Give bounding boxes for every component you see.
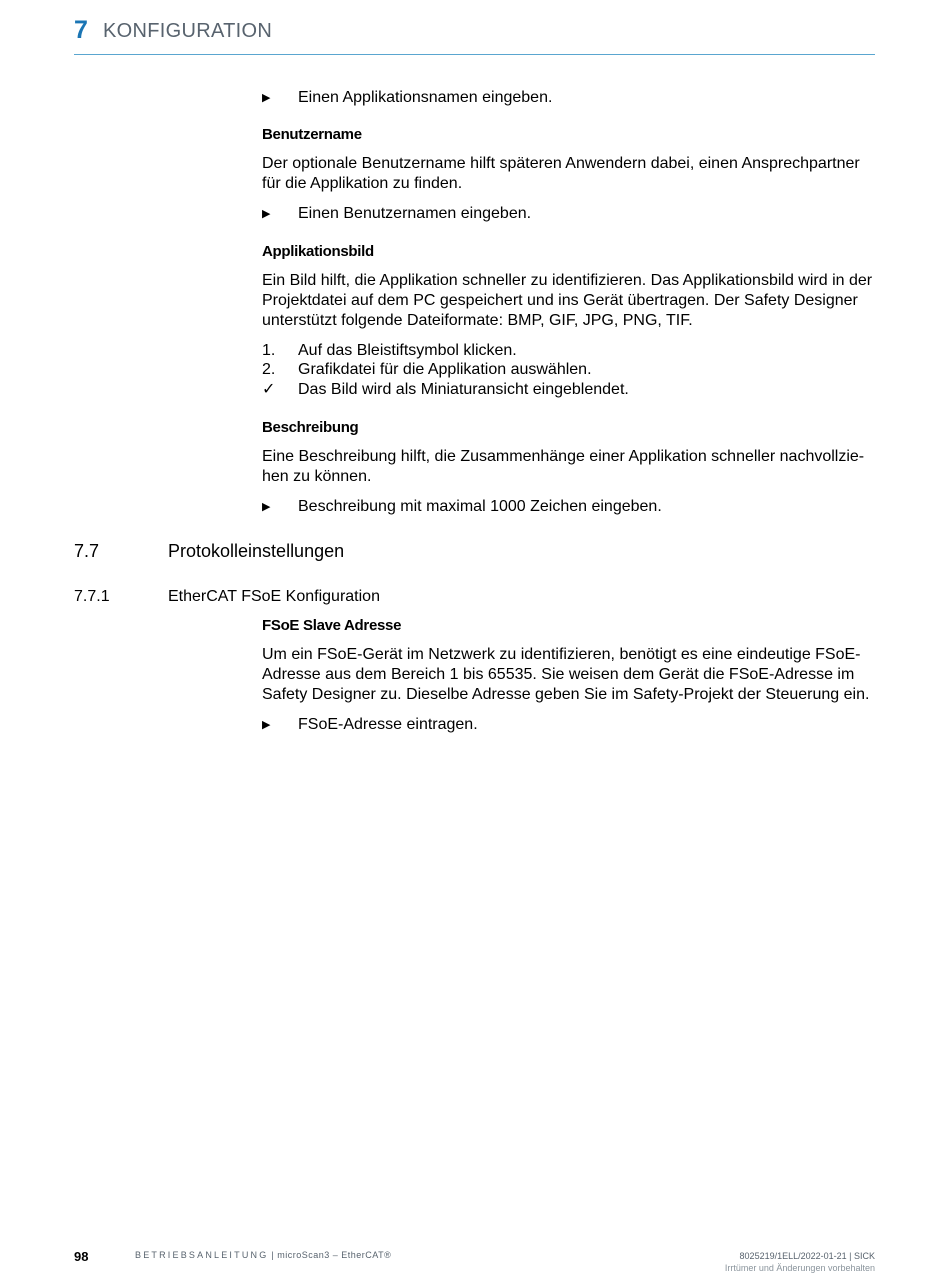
- heading-beschreibung: Beschreibung: [262, 419, 359, 436]
- paragraph-benutzername: Der optionale Benutzername hilft späteren Anwendern dabei, einen Ansprechpartner für die Applikation zu finden.: [262, 155, 860, 192]
- triangle-right-icon: ▶: [262, 501, 271, 513]
- heading-benutzername: Benutzername: [262, 126, 362, 143]
- page-header: [74, 14, 875, 55]
- heading-fsoe-slave-adresse: FSoE Slave Adresse: [262, 617, 402, 634]
- paragraph-fsoe: Um ein FSoE-Gerät im Netzwerk zu identifizieren, benötigt es eine eindeutige FSoE-Adresse aus dem Bereich 1 bis 65535. Sie weisen dem Gerät die FSoE-Adresse im Safety Designer zu. Dieselbe Adresse geben Sie im Safety-Projekt der Steuerung ein.: [262, 646, 870, 703]
- heading-applikationsbild: Applikationsbild: [262, 243, 374, 260]
- page-number: 98: [74, 1249, 89, 1264]
- triangle-right-icon: ▶: [262, 719, 271, 731]
- triangle-right-icon: ▶: [262, 208, 271, 220]
- document-title: BETRIEBSANLEITUNG | microScan3 – EtherCAT®: [135, 1250, 392, 1260]
- paragraph-beschreibung: Eine Beschreibung hilft, die Zusammenhänge einer Applikation schneller nachvollziehen zu können.: [262, 448, 865, 485]
- chapter-number: 7: [74, 16, 88, 44]
- check-icon: ✓: [262, 381, 276, 398]
- chapter-title: KONFIGURATION: [103, 20, 273, 42]
- disclaimer: Irrtümer und Änderungen vorbehalten: [724, 1263, 875, 1273]
- paragraph-applikationsbild: Ein Bild hilft, die Applikation schneller zu identifizieren. Das Applikationsbild wird in der Projektdatei auf dem PC gespeichert und ins Gerät übertragen. Der Safety Designer unterstützt folgende Dateiformate: BMP, GIF, JPG, PNG, TIF.: [262, 272, 873, 329]
- section-7-7-number: 7.7: [74, 541, 100, 561]
- triangle-right-icon: ▶: [262, 92, 271, 104]
- section-7-7-1-number: 7.7.1: [74, 588, 110, 605]
- section-7-7-1-title: EtherCAT FSoE Konfiguration: [168, 588, 380, 605]
- document-id: 8025219/1ELL/2022-01-21 | SICK Irrtümer und Änderungen vorbehalten: [724, 1251, 875, 1273]
- section-7-7-title: Protokolleinstellungen: [168, 541, 345, 561]
